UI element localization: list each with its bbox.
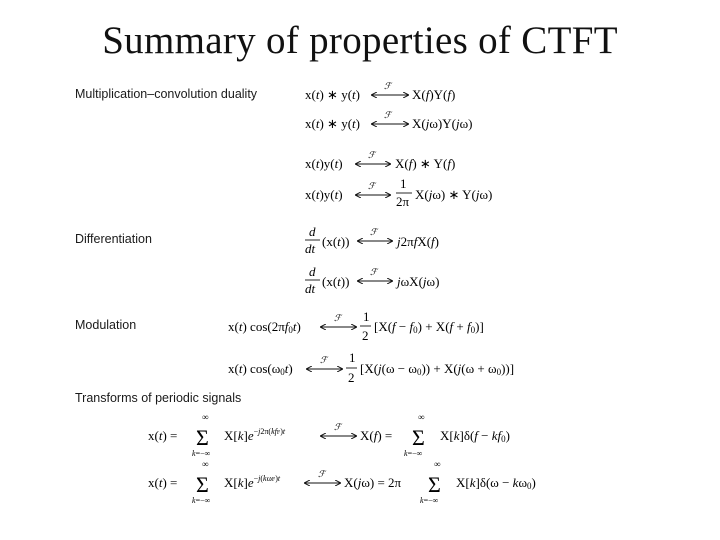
section-label-modulation: Modulation [75,318,137,332]
svg-text:∞: ∞ [202,459,209,469]
svg-text:2: 2 [362,328,369,343]
eq-mult-f [305,150,455,171]
svg-text:Σ: Σ [428,472,441,497]
svg-text:k=−∞: k=−∞ [420,496,439,505]
slide-title: Summary of properties of CTFT [102,19,618,62]
svg-text:x(t)y(t): x(t)y(t) [305,156,343,171]
eq-mod-w [228,350,514,385]
svg-text:X[k]e−j2π(kfF)t: $X[k]e^{-j2\pi(kfF)t}$ [224,427,286,443]
svg-text:(x(t)): (x(t)) [322,234,350,249]
svg-text:dt: dt [305,281,316,296]
svg-text:x(t)y(t): x(t)y(t) [305,187,343,202]
svg-text:Σ: Σ [196,472,209,497]
svg-text:x(t) =: x(t) = [148,428,178,443]
svg-text:ℱ: ℱ [370,227,378,237]
svg-text:2π: 2π [396,194,410,209]
svg-text:x(t) ∗ y(t): x(t) ∗ y(t) [305,116,360,131]
section-label-differentiation: Differentiation [75,232,152,246]
eq-conv-w [305,110,472,131]
svg-text:jωX(jω): jωX(jω) [397,274,440,289]
svg-text:X(f)Y(f): X(f)Y(f) [412,87,456,102]
section-label-duality: Multiplication–convolution duality [75,87,258,101]
svg-text:dt: dt [305,241,316,256]
svg-text:x(t) cos(2πf0t): x(t) cos(2πf0t) [228,319,301,335]
svg-text:x(t) cos(ω0t): x(t) cos(ω0t) [228,361,293,377]
svg-text:ℱ: ℱ [334,422,342,432]
svg-text:∞: ∞ [418,412,425,422]
eq-mult-w [305,176,492,209]
svg-text:x(t) =: x(t) = [148,475,178,490]
svg-text:∞: ∞ [434,459,441,469]
svg-text:X(f) ∗ Y(f): X(f) ∗ Y(f) [395,156,456,171]
svg-text:[X(j(ω − ω0)) + X(j(ω + ω0))]: [X(j(ω − ω0)) + X(j(ω + ω0))] [360,361,515,377]
svg-text:d: d [309,264,316,279]
eq-diff-w [305,264,439,296]
svg-text:Σ: Σ [196,425,209,450]
eq-periodic-f [148,412,510,458]
eq-conv-f [305,81,455,102]
svg-text:k=−∞: k=−∞ [192,449,211,458]
svg-text:d: d [309,224,316,239]
svg-text:2: 2 [348,370,355,385]
svg-text:X(jω) ∗ Y(jω): X(jω) ∗ Y(jω) [415,187,493,202]
svg-text:X[k]δ(f − kf0): X[k]δ(f − kf0) [440,428,510,444]
fourier-transform-symbol: ℱ [384,81,392,91]
svg-text:x(t) ∗ y(t): x(t) ∗ y(t) [305,87,360,102]
svg-text:ℱ: ℱ [370,267,378,277]
svg-text:ℱ: ℱ [368,150,376,160]
svg-text:ℱ: ℱ [318,469,326,479]
svg-text:[X(f − f0) + X(f + f0)]: [X(f − f0) + X(f + f0)] [374,319,484,335]
svg-text:∞: ∞ [202,412,209,422]
svg-text:ℱ: ℱ [320,355,328,365]
svg-text:ℱ: ℱ [334,313,342,323]
eq-periodic-w [148,459,536,505]
eq-mod-f [228,309,484,343]
svg-text:X(jω)Y(jω): X(jω)Y(jω) [412,116,473,131]
svg-text:1: 1 [363,309,370,324]
svg-text:k=−∞: k=−∞ [192,496,211,505]
svg-text:ℱ: ℱ [368,181,376,191]
svg-text:X(f) =: X(f) = [360,428,393,443]
eq-diff-f [305,224,439,256]
svg-text:1: 1 [349,350,356,365]
svg-text:ℱ: ℱ [384,110,392,120]
svg-text:1: 1 [400,176,407,191]
svg-text:X[k]δ(ω − kω0): X[k]δ(ω − kω0) [456,475,536,491]
svg-text:X[k]e−j(kωF)t: $X[k]e^{-j(k\omega F)t}$ [224,474,281,490]
svg-text:k=−∞: k=−∞ [404,449,423,458]
section-label-periodic: Transforms of periodic signals [75,391,242,405]
svg-text:X(jω) = 2π: X(jω) = 2π [344,475,402,490]
svg-text:(x(t)): (x(t)) [322,274,350,289]
svg-text:Σ: Σ [412,425,425,450]
svg-text:j2πfX(f): j2πfX(f) [397,234,440,249]
